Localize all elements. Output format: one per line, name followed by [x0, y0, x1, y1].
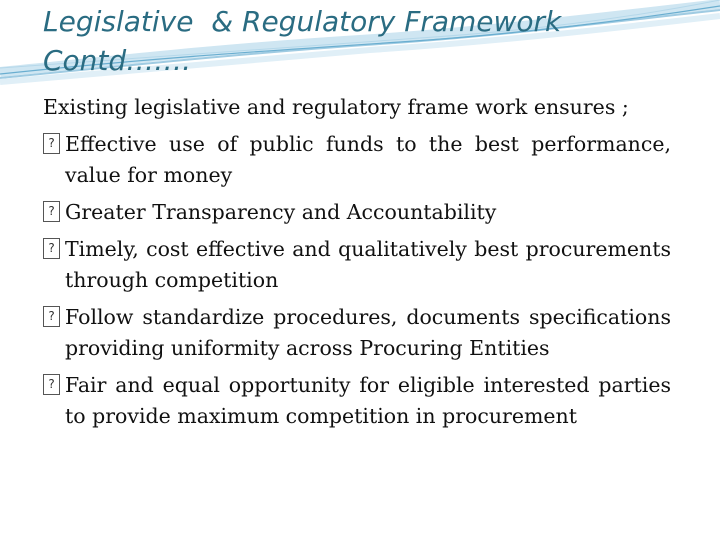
bullet-text: Fair and equal opportunity for eligible interested parties to provide maximum competition in procurement [65, 373, 671, 428]
bullet-item [43, 302, 671, 364]
slide-title [43, 2, 683, 80]
bullet-item [43, 197, 671, 228]
bullet-item [43, 129, 671, 191]
bullet-missing-glyph-icon [43, 238, 60, 259]
bullet-missing-glyph-icon [43, 133, 60, 154]
bullet-missing-glyph-icon [43, 306, 60, 327]
bullet-item [43, 234, 671, 296]
title-line-2: Contd……. [43, 44, 192, 77]
bullet-text: Effective use of public funds to the best performance, value for money [65, 132, 671, 187]
bullet-text: Follow standardize procedures, documents specifications providing uniformity across Procuring Entities [65, 305, 671, 360]
bullet-missing-glyph-icon [43, 374, 60, 395]
bullet-text: Timely, cost effective and qualitatively best procurements through competition [65, 237, 671, 292]
title-line-1: Legislative & Regulatory Framework [43, 5, 562, 38]
bullet-missing-glyph-icon [43, 201, 60, 222]
intro-text: Existing legislative and regulatory frame work ensures ; [43, 95, 629, 119]
slide-body [43, 92, 671, 438]
bullet-item [43, 370, 671, 432]
bullet-text: Greater Transparency and Accountability [65, 200, 497, 224]
